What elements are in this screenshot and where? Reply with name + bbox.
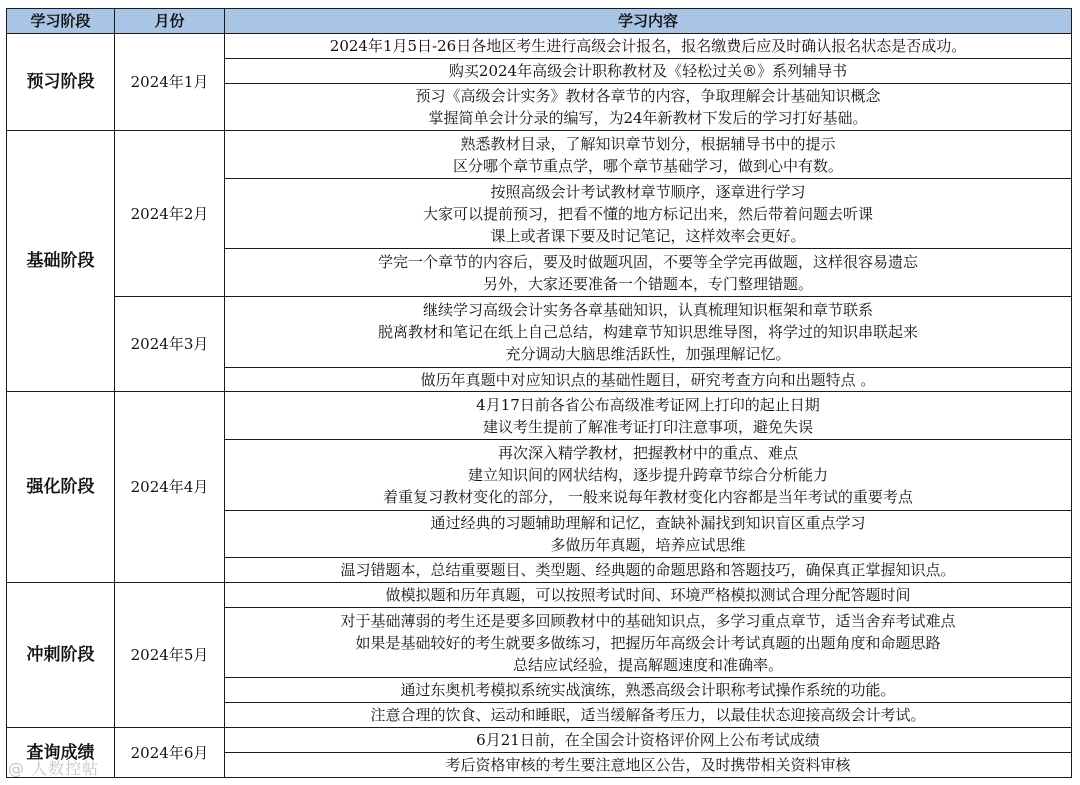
- table-row: [7, 728, 1072, 753]
- content-line: 脱离教材和笔记在纸上自己总结，构建章节知识思维导图，将学过的知识串联起来: [377, 322, 918, 341]
- content-line: 继续学习高级会计实务各章基础知识，认真梳理知识框架和章节联系: [422, 300, 873, 319]
- content-line: 课上或者课下要及时记笔记，这样效率会更好。: [490, 226, 806, 245]
- content-cell: [225, 34, 1072, 59]
- content-line: 温习错题本，总结重要题目、类型题、经典题的命题思路和答题技巧，确保真正掌握知识点。: [340, 561, 956, 580]
- stage-cell: 查询成绩: [7, 728, 115, 778]
- content-cell: [225, 583, 1072, 608]
- stage-cell: 强化阶段: [7, 392, 115, 583]
- header-month: 月份: [115, 9, 225, 34]
- content-line: 学完一个章节的内容后，要及时做题巩固，不要等全学完再做题，这样很容易遗忘: [377, 252, 918, 271]
- content-line: 掌握简单会计分录的编写，为24年新教材下发后的学习打好基础。: [428, 109, 868, 128]
- content-cell: [225, 297, 1072, 367]
- content-line: 多做历年真题，培养应试思维: [550, 535, 746, 554]
- header-stage: 学习阶段: [7, 9, 115, 34]
- content-cell: [225, 728, 1072, 753]
- table-header-row: [7, 9, 1072, 34]
- content-line: 购买2024年高级会计职称教材及《轻松过关®》系列辅导书: [448, 61, 848, 80]
- content-cell: [225, 703, 1072, 728]
- content-line: 预习《高级会计实务》教材各章节的内容，争取理解会计基础知识概念: [415, 87, 881, 106]
- content-cell: [225, 131, 1072, 179]
- content-line: 另外，大家还要准备一个错题本，专门整理错题。: [482, 274, 813, 293]
- month-cell: 2024年4月: [115, 392, 225, 583]
- month-cell: 2024年6月: [115, 728, 225, 778]
- content-cell: [225, 510, 1072, 558]
- content-line: 通过经典的习题辅助理解和记忆，查缺补漏找到知识盲区重点学习: [430, 513, 866, 532]
- content-line: 再次深入精学教材，把握教材中的重点、难点: [497, 443, 798, 462]
- content-cell: [225, 752, 1072, 777]
- table-row: [7, 34, 1072, 59]
- month-cell: 2024年2月: [115, 131, 225, 297]
- content-line: 6月21日前，在全国会计资格评价网上公布考试成绩: [476, 731, 820, 750]
- content-line: 通过东奥机考模拟系统实战演练，熟悉高级会计职称考试操作系统的功能。: [400, 681, 896, 700]
- month-cell: 2024年1月: [115, 34, 225, 131]
- content-line: 如果是基础较好的考生就要多做练习，把握历年高级会计考试真题的出题角度和命题思路: [355, 633, 941, 652]
- content-cell: [225, 179, 1072, 249]
- watermark: @ 人数控帖: [8, 759, 100, 778]
- stage-cell: 冲刺阶段: [7, 583, 115, 728]
- stage-cell: 基础阶段: [7, 131, 115, 392]
- table-row: [7, 583, 1072, 608]
- content-line: 注意合理的饮食、运动和睡眠，适当缓解备考压力，以最佳状态迎接高级会计考试。: [370, 706, 926, 725]
- table-body: [7, 34, 1072, 778]
- stage-cell: 预习阶段: [7, 34, 115, 131]
- month-cell: 2024年5月: [115, 583, 225, 728]
- content-cell: [225, 607, 1072, 677]
- content-cell: [225, 678, 1072, 703]
- header-content: 学习内容: [225, 9, 1072, 34]
- content-cell: [225, 558, 1072, 583]
- content-line: 4月17日前各省公布高级准考证网上打印的起止日期: [476, 395, 820, 414]
- content-cell: [225, 58, 1072, 83]
- month-cell: 2024年3月: [115, 297, 225, 392]
- content-line: 对于基础薄弱的考生还是要多回顾教材中的基础知识点，多学习重点章节，适当舍弃考试难点: [340, 611, 956, 630]
- content-line: 做模拟题和历年真题，可以按照考试时间、环境严格模拟测试合理分配答题时间: [385, 586, 911, 604]
- content-line: 建立知识间的网状结构，逐步提升跨章节综合分析能力: [467, 465, 828, 484]
- content-cell: [225, 367, 1072, 392]
- content-cell: [225, 440, 1072, 510]
- study-plan-table: [6, 8, 1072, 778]
- content-line: 着重复习教材变化的部分， 一般来说每年教材变化内容都是当年考试的重要考点: [383, 487, 913, 506]
- content-line: 总结应试经验，提高解题速度和准确率。: [512, 655, 783, 674]
- content-line: 做历年真题中对应知识点的基础性题目，研究考查方向和出题特点 。: [420, 370, 876, 389]
- table-row: [7, 392, 1072, 440]
- content-cell: [225, 249, 1072, 297]
- content-cell: [225, 83, 1072, 131]
- table-row: [7, 297, 1072, 367]
- content-line: 充分调动大脑思维活跃性，加强理解记忆。: [505, 344, 791, 363]
- table-row: [7, 131, 1072, 179]
- content-line: 建议考生提前了解准考证打印注意事项，避免失误: [482, 417, 813, 436]
- content-line: 大家可以提前预习，把看不懂的地方标记出来，然后带着问题去听课: [422, 204, 873, 223]
- content-line: 区分哪个章节重点学，哪个章节基础学习，做到心中有数。: [452, 156, 843, 175]
- content-line: 考后资格审核的考生要注意地区公告，及时携带相关资料审核: [445, 755, 851, 774]
- content-cell: [225, 392, 1072, 440]
- content-line: 熟悉教材目录，了解知识章节划分，根据辅导书中的提示: [460, 134, 836, 153]
- content-line: 按照高级会计考试教材章节顺序，逐章进行学习: [490, 182, 806, 201]
- content-line: 2024年1月5日-26日各地区考生进行高级会计报名，报名缴费后应及时确认报名状态是否成功。: [329, 36, 967, 55]
